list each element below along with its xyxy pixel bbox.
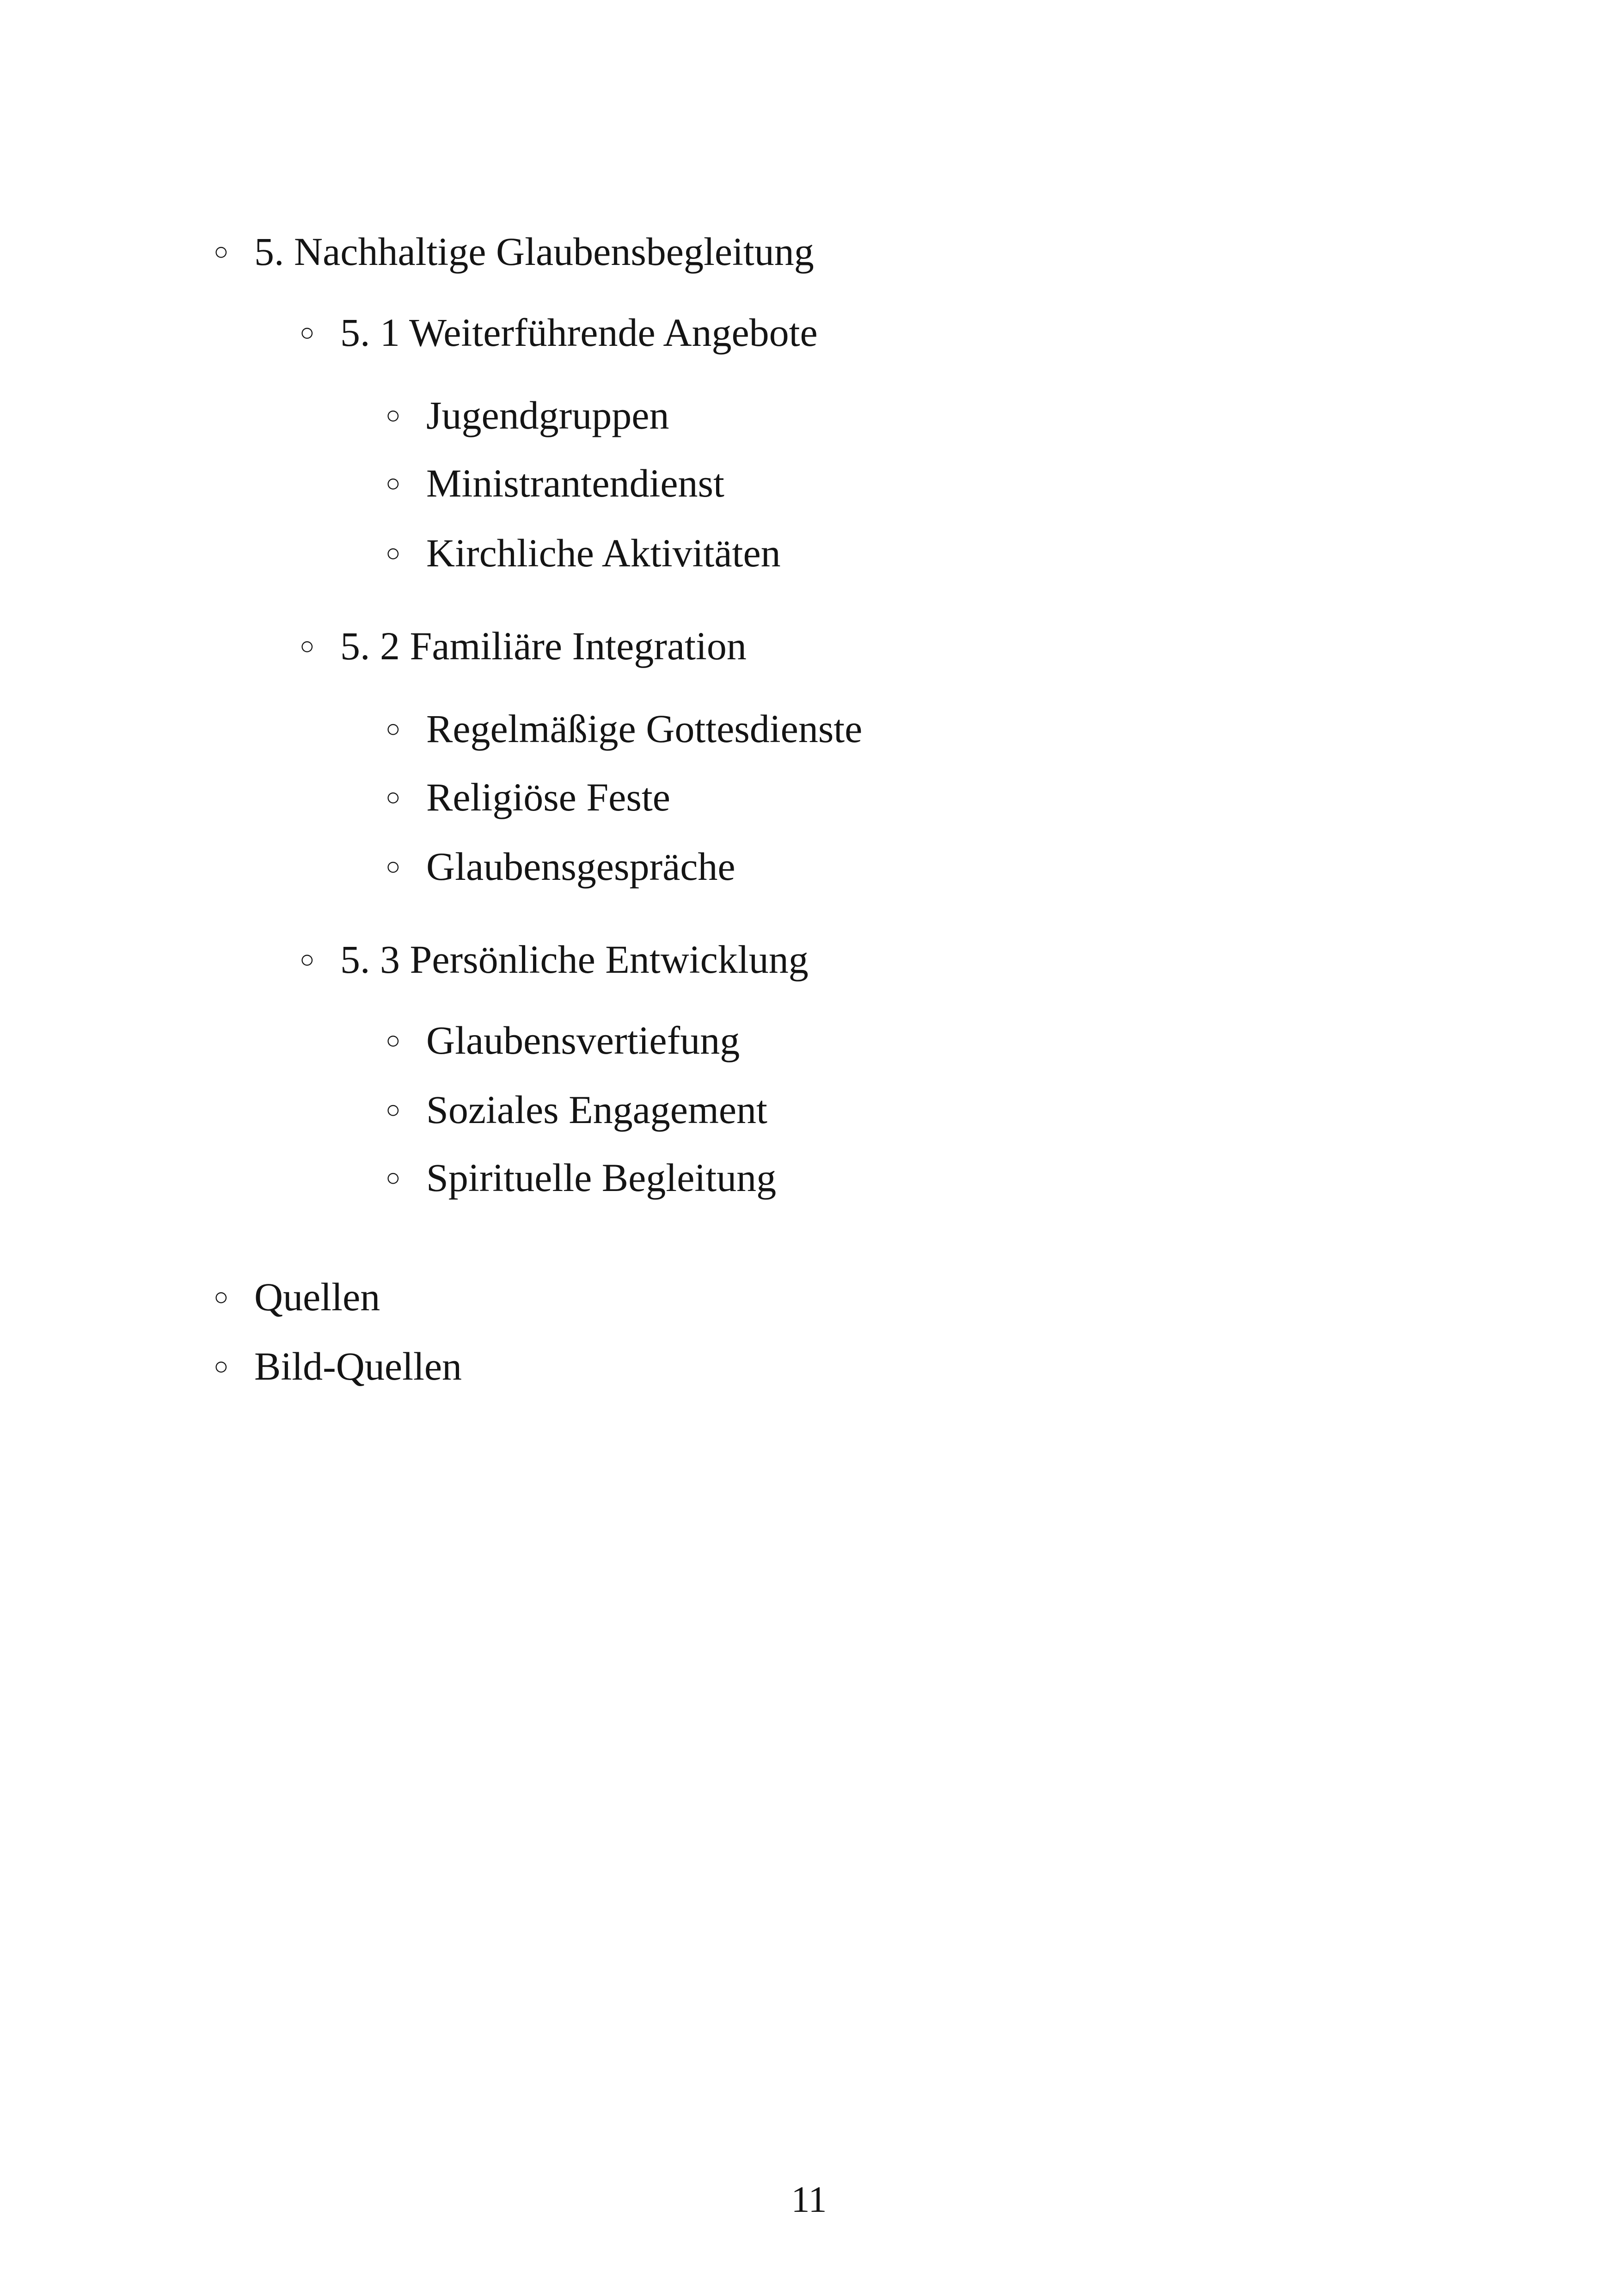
circle-bullet-icon: ○ <box>386 469 401 497</box>
toc-entry-label: Jugendgruppen <box>426 393 669 437</box>
circle-bullet-icon: ○ <box>386 1164 401 1191</box>
circle-bullet-icon: ○ <box>300 319 315 346</box>
circle-bullet-icon: ○ <box>214 238 229 265</box>
toc-entry-label: Glaubensvertiefung <box>426 1018 740 1062</box>
toc-entry-label: Quellen <box>254 1275 380 1319</box>
circle-bullet-icon: ○ <box>386 401 401 429</box>
circle-bullet-icon: ○ <box>386 783 401 811</box>
circle-bullet-icon: ○ <box>300 945 315 973</box>
toc-entry-label: Ministrantendienst <box>426 461 724 505</box>
circle-bullet-icon: ○ <box>386 1026 401 1054</box>
circle-bullet-icon: ○ <box>214 1283 229 1311</box>
page-number: 11 <box>791 2179 827 2220</box>
toc-entry-label: Religiöse Feste <box>426 775 670 819</box>
circle-bullet-icon: ○ <box>386 1096 401 1123</box>
circle-bullet-icon: ○ <box>300 632 315 660</box>
toc-entry-label: Regelmäßige Gottesdienste <box>426 706 863 751</box>
circle-bullet-icon: ○ <box>386 715 401 743</box>
toc-entry-label: Spirituelle Begleitung <box>426 1155 777 1200</box>
toc-entry-label: 5. 1 Weiterführende Angebote <box>340 310 818 355</box>
circle-bullet-icon: ○ <box>214 1352 229 1380</box>
circle-bullet-icon: ○ <box>386 539 401 567</box>
toc-entry-label: Bild-Quellen <box>254 1344 462 1388</box>
toc-entry-label: 5. 3 Persönliche Entwicklung <box>340 937 809 982</box>
toc-entry-label: Kirchliche Aktivitäten <box>426 531 781 575</box>
toc-entry-label: 5. 2 Familiäre Integration <box>340 624 747 668</box>
toc-entry-label: Glaubensgespräche <box>426 844 735 889</box>
toc-entry-label: Soziales Engagement <box>426 1087 767 1132</box>
toc-entry-label: 5. Nachhaltige Glaubensbegleitung <box>254 229 814 274</box>
circle-bullet-icon: ○ <box>386 853 401 880</box>
